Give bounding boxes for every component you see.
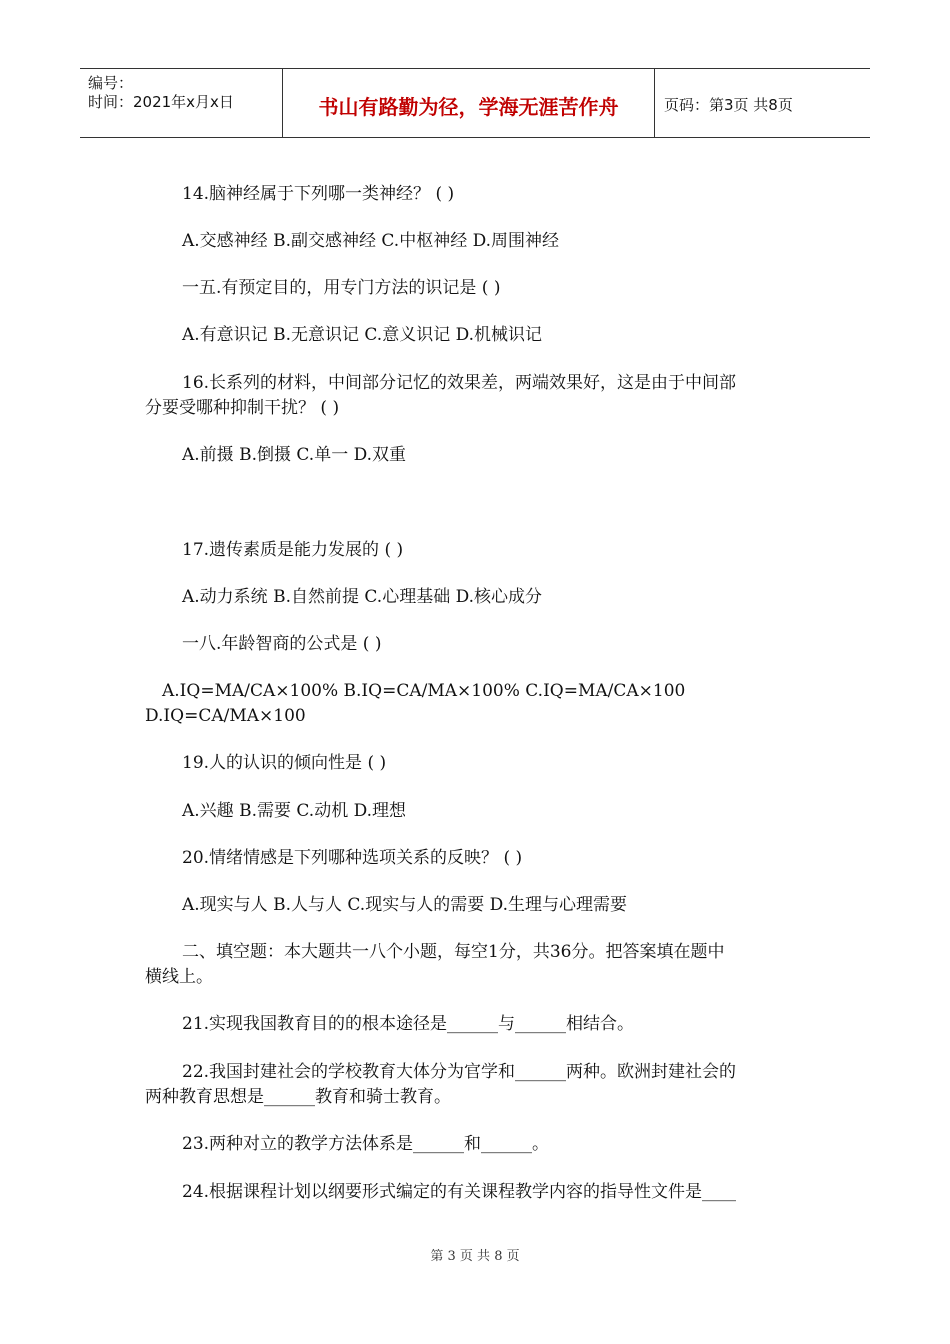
document-date-label: 时间：2021年x月x日 xyxy=(88,93,234,111)
header-page-cell xyxy=(655,69,870,137)
question-22-line-1: 22.我国封建社会的学校教育大体分为官学和______两种。欧洲封建社会的 xyxy=(182,1062,737,1082)
question-19: 19.人的认识的倾向性是 ( ) xyxy=(182,753,387,773)
question-17-options: A.动力系统 B.自然前提 C.心理基础 D.核心成分 xyxy=(182,587,543,607)
header-info-cell xyxy=(80,69,283,137)
page-header xyxy=(80,68,870,138)
question-16-options: A.前摄 B.倒摄 C.单一 D.双重 xyxy=(182,445,407,465)
header-motto-cell xyxy=(283,69,655,137)
question-18-options-line-1: A.IQ=MA/CA×100% B.IQ=CA/MA×100% C.IQ=MA/CA×100 xyxy=(162,681,686,701)
question-24: 24.根据课程计划以纲要形式编定的有关课程教学内容的指导性文件是____ xyxy=(182,1182,737,1202)
question-18: 一八.年龄智商的公式是 ( ) xyxy=(182,634,382,654)
question-22-line-2: 两种教育思想是______教育和骑士教育。 xyxy=(145,1087,451,1107)
question-20: 20.情绪情感是下列哪种选项关系的反映？ ( ) xyxy=(182,848,523,868)
section-2-heading-line-1: 二、填空题：本大题共一八个小题，每空1分，共36分。把答案填在题中 xyxy=(182,942,725,962)
question-19-options: A.兴趣 B.需要 C.动机 D.理想 xyxy=(182,801,407,821)
question-16-line-1: 16.长系列的材料，中间部分记忆的效果差，两端效果好，这是由于中间部 xyxy=(182,373,737,393)
question-18-options-line-2: D.IQ=CA/MA×100 xyxy=(145,706,306,726)
question-17: 17.遗传素质是能力发展的 ( ) xyxy=(182,540,404,560)
document-number-label: 编号： xyxy=(88,74,134,92)
header-page-number: 页码：第3页 共8页 xyxy=(664,96,793,114)
question-14: 14.脑神经属于下列哪一类神经？ ( ) xyxy=(182,184,455,204)
question-14-options: A.交感神经 B.副交感神经 C.中枢神经 D.周围神经 xyxy=(182,231,560,251)
question-15-options: A.有意识记 B.无意识记 C.意义识记 D.机械识记 xyxy=(182,325,543,345)
question-15: 一五.有预定目的，用专门方法的识记是 ( ) xyxy=(182,278,501,298)
question-16-line-2: 分要受哪种抑制干扰？ ( ) xyxy=(145,398,340,418)
question-21: 21.实现我国教育目的的根本途径是______与______相结合。 xyxy=(182,1014,635,1034)
question-20-options: A.现实与人 B.人与人 C.现实与人的需要 D.生理与心理需要 xyxy=(182,895,628,915)
question-23: 23.两种对立的教学方法体系是______和______。 xyxy=(182,1134,550,1154)
page-footer: 第 3 页 共 8 页 xyxy=(430,1249,520,1264)
header-motto: 书山有路勤为径，学海无涯苦作舟 xyxy=(318,95,619,119)
section-2-heading-line-2: 横线上。 xyxy=(145,967,213,987)
